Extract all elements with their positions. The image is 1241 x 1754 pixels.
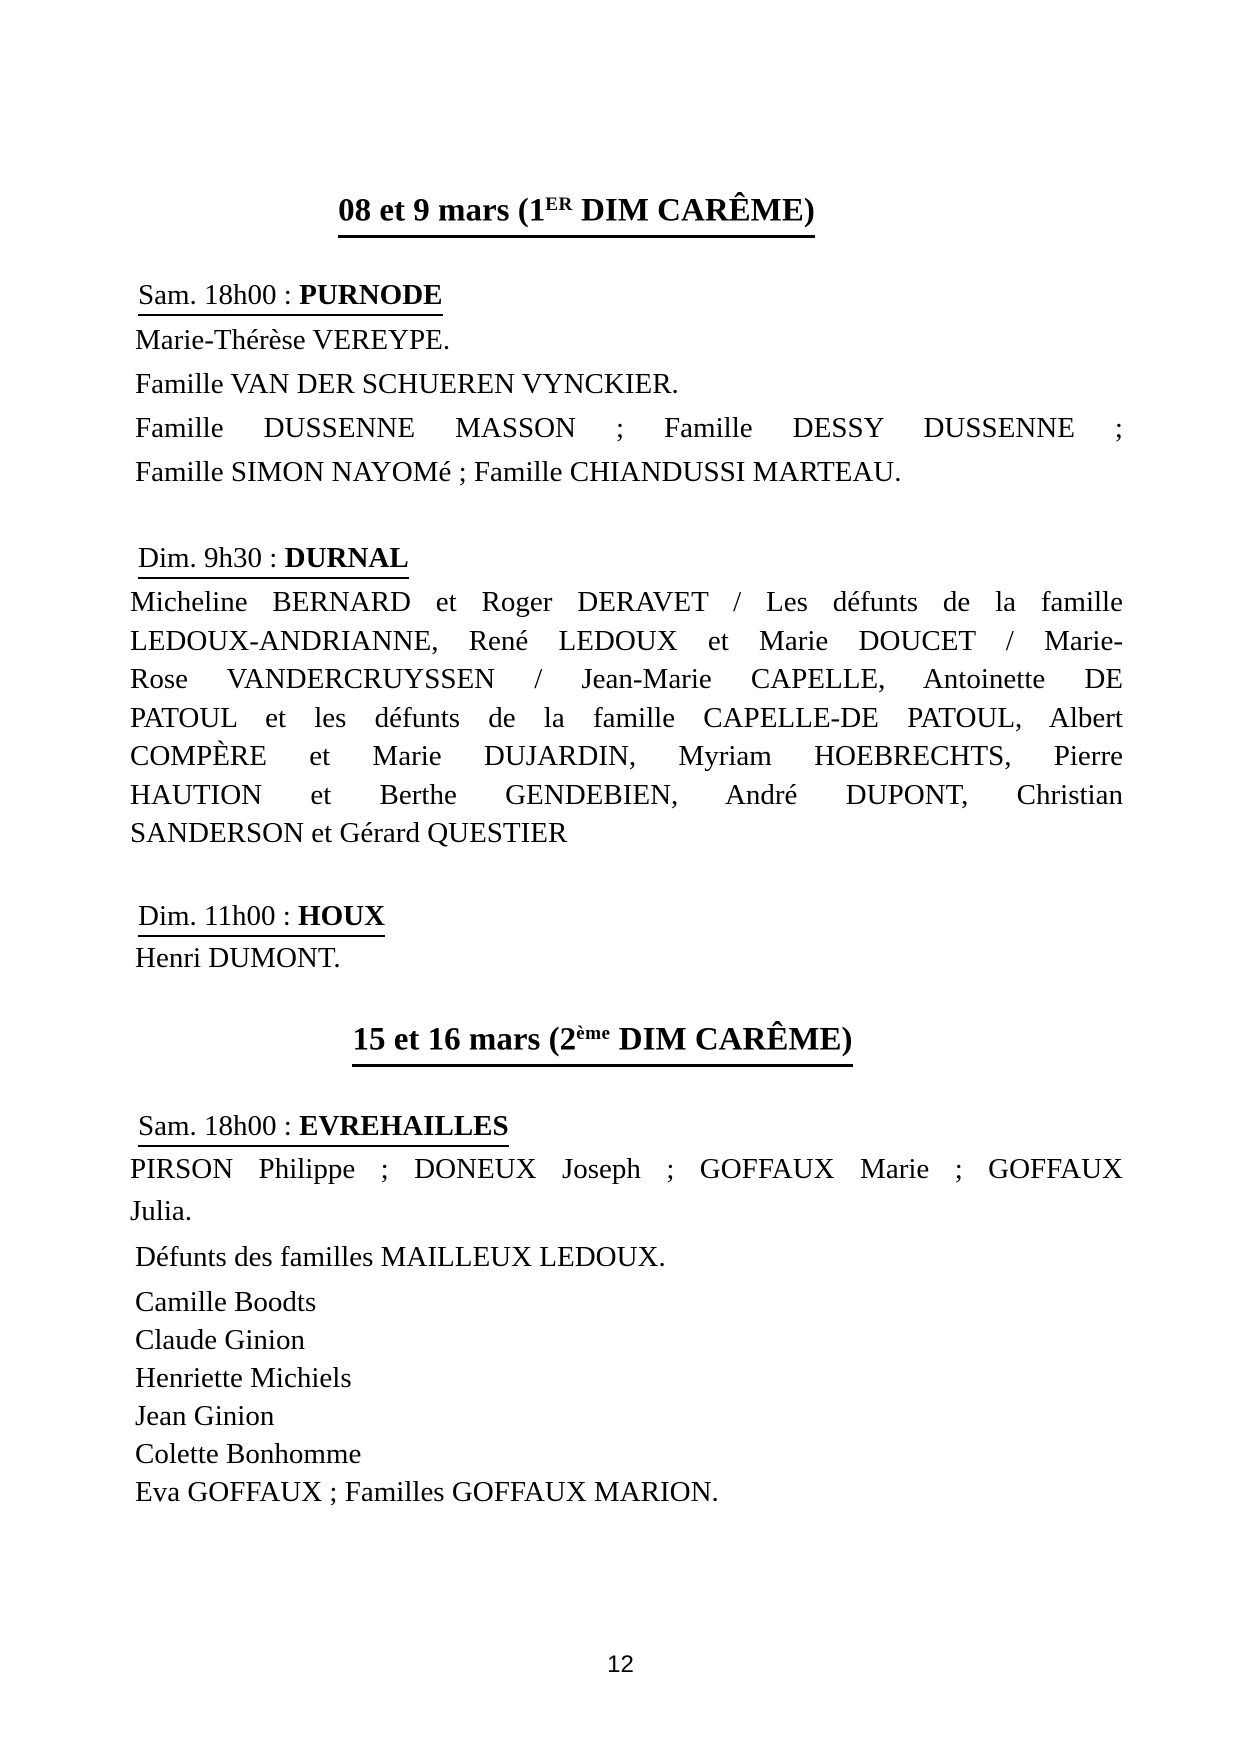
intention-line: Jean Ginion [135, 1400, 275, 1432]
mass-intentions-durnal [130, 583, 1123, 853]
mass-place: HOUX [298, 900, 386, 932]
intention-line: Marie-Thérèse VEREYPE. [135, 324, 451, 356]
mass-heading-durnal [138, 540, 1131, 579]
mass-intentions-evrehailles [130, 1148, 1123, 1232]
section-title-careme-2-text [352, 1012, 852, 1067]
mass-place: EVREHAILLES [299, 1110, 509, 1142]
intention-line: HAUTION et Berthe GENDEBIEN, André DUPONT, Christian [130, 778, 1123, 811]
intention-line: Claude Ginion [135, 1324, 305, 1356]
intention-line: SANDERSON et Gérard QUESTIER [130, 817, 568, 849]
mass-heading-purnode-text [138, 277, 443, 316]
intention-line: Famille VAN DER SCHUEREN VYNCKIER. [135, 368, 679, 400]
intention-line: Henriette Michiels [135, 1362, 352, 1394]
intention-line: Colette Bonhomme [135, 1438, 362, 1470]
mass-place: PURNODE [299, 279, 443, 311]
intention-line: Henri DUMONT. [135, 942, 341, 974]
title-text: DIM CARÊME) [610, 1021, 853, 1058]
intention-line: PIRSON Philippe ; DONEUX Joseph ; GOFFAUX Marie ; GOFFAUX [130, 1153, 1123, 1185]
page-number: 12 [607, 1651, 634, 1678]
section-title-careme-1-text [338, 183, 815, 238]
intention-line: Eva GOFFAUX ; Familles GOFFAUX MARION. [135, 1476, 719, 1508]
intention-line: Rose VANDERCRUYSSEN / Jean-Marie CAPELLE, Antoinette DE [130, 663, 1123, 695]
title-superscript: ème [576, 1023, 611, 1044]
title-text: 08 et 9 mars (1 [338, 192, 546, 229]
intention-line: PATOUL et les défunts de la famille CAPELLE-DE PATOUL, Albert [130, 701, 1123, 734]
section-title-careme-1 [130, 183, 1123, 238]
mass-intentions-evrehailles-names [130, 1283, 1123, 1511]
mass-heading-houx [138, 898, 1131, 937]
mass-heading-houx-text [138, 898, 385, 937]
mass-heading-evrehailles [138, 1108, 1131, 1147]
mass-intentions-purnode [130, 318, 1123, 494]
mass-time: Sam. 18h00 : [138, 1110, 300, 1142]
mass-intentions-houx [130, 939, 1123, 977]
intention-line: Défunts des familles MAILLEUX LEDOUX. [135, 1241, 666, 1273]
section-title-careme-2 [130, 1012, 1123, 1067]
title-text: DIM CARÊME) [572, 192, 815, 229]
intention-line: Famille DUSSENNE MASSON ; Famille DESSY DUSSENNE ; [135, 412, 1123, 444]
mass-time: Sam. 18h00 : [138, 279, 300, 311]
mass-time: Dim. 11h00 : [138, 900, 299, 932]
mass-time: Dim. 9h30 : [138, 542, 285, 574]
title-superscript: ER [545, 194, 573, 215]
intention-line: COMPÈRE et Marie DUJARDIN, Myriam HOEBRECHTS, Pierre [130, 740, 1123, 772]
intention-line: LEDOUX-ANDRIANNE, René LEDOUX et Marie DOUCET / Marie- [130, 624, 1123, 657]
intention-line: Julia. [130, 1195, 193, 1227]
intention-line: Camille Boodts [135, 1286, 317, 1318]
title-text: 15 et 16 mars (2 [352, 1021, 577, 1058]
mass-intentions-evrehailles-defunts [130, 1236, 1123, 1278]
mass-heading-durnal-text [138, 540, 409, 579]
mass-heading-evrehailles-text [138, 1108, 509, 1147]
intention-line: Micheline BERNARD et Roger DERAVET / Les défunts de la famille [130, 586, 1123, 618]
mass-heading-purnode [138, 277, 1131, 316]
intention-line: Famille SIMON NAYOMé ; Famille CHIANDUSSI MARTEAU. [135, 456, 902, 488]
mass-place: DURNAL [284, 542, 409, 574]
